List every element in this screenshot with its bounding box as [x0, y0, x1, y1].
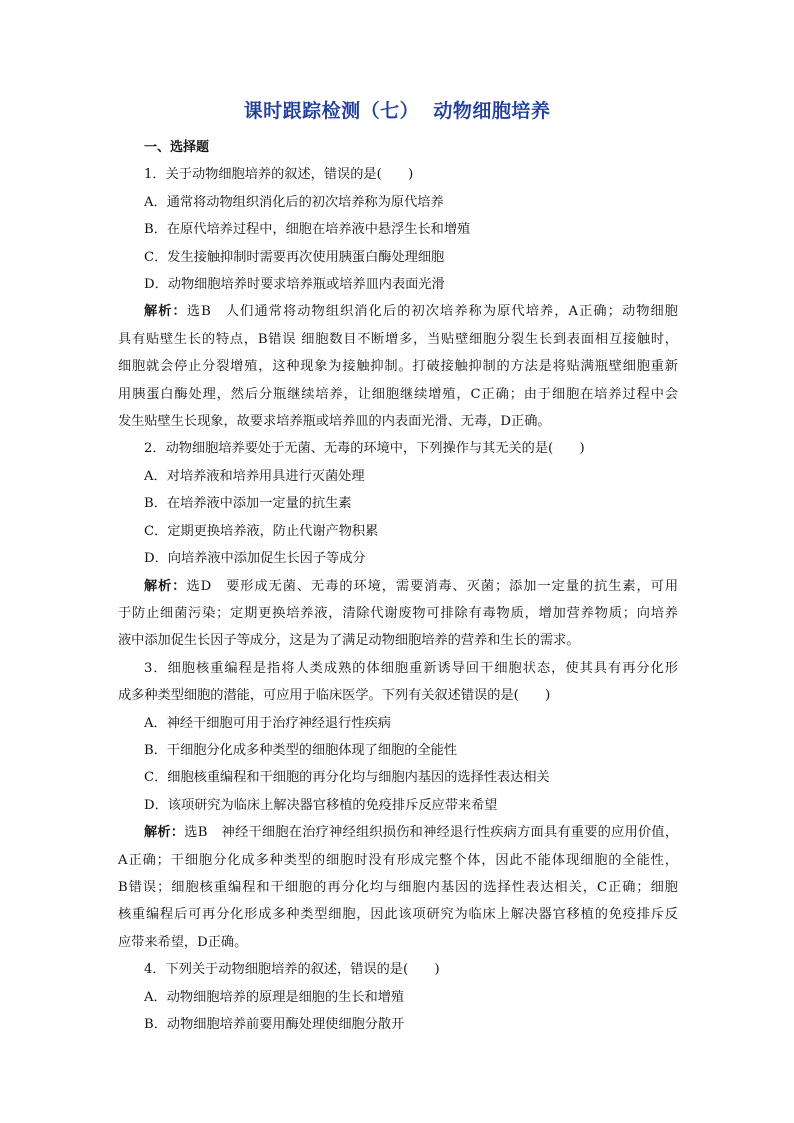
answer-line: 液中添加促生长因子等成分，这是为了满足动物细胞培养的营养和生长的需求。: [118, 633, 580, 649]
question-1: [118, 161, 678, 435]
question-stem-continued: 成多种类型细胞的潜能，可应用于临床医学。下列有关叙述错误的是( ): [118, 688, 551, 704]
answer-choice: 选B: [186, 304, 211, 320]
answer-choice: 选B: [184, 825, 208, 841]
answer-choice: 选D: [186, 578, 212, 594]
option-c: C．发生接触抑制时需要再次使用胰蛋白酶处理细胞: [144, 249, 445, 265]
answer-line: 核重编程后可再分化形成多种类型细胞，因此该项研究为临床上解决器官移植的免疫排斥反: [118, 907, 678, 923]
answer-line: 应带来希望，D正确。: [118, 934, 248, 950]
option-b: B．动物细胞培养前要用酶处理使细胞分散开: [144, 1017, 405, 1032]
answer-line: 发生贴壁生长现象，故要求培养瓶或培养皿的内表面光滑、无毒，D正确。: [118, 414, 551, 430]
question-stem: 3．细胞核重编程是指将人类成熟的体细胞重新诱导回干细胞状态，使其具有再分化形: [144, 660, 678, 676]
option-c: C．定期更换培养液，防止代谢产物积累: [144, 523, 379, 539]
answer-line: 细胞就会停止分裂增殖，这种现象为接触抑制。打破接触抑制的方法是将贴满瓶壁细胞重新: [118, 359, 678, 375]
answer-text: 要形成无菌、无毒的环境，需要消毒、灭菌；添加一定量的抗生素，可用: [225, 578, 679, 594]
option-a: A．神经干细胞可用于治疗神经退行性疾病: [144, 715, 391, 731]
answer-line: 用胰蛋白酶处理，然后分瓶继续培养，让细胞继续增殖，C正确；由于细胞在培养过程中会: [118, 386, 678, 402]
question-stem: 4．下列关于动物细胞培养的叙述，错误的是( ): [144, 962, 440, 978]
answer-line: [118, 573, 678, 600]
option-d: D．该项研究为临床上解决器官移植的免疫排斥反应带来希望: [144, 797, 498, 813]
answer-line: [118, 819, 678, 846]
question-2: [118, 435, 678, 654]
answer-label: 解析：: [144, 578, 187, 594]
option-c: C．细胞核重编程和干细胞的再分化均与细胞内基因的选择性表达相关: [144, 770, 550, 786]
answer-label: 解析：: [144, 825, 185, 841]
document-body: [118, 134, 678, 1038]
option-a: A．对培养液和培养用具进行灭菌处理: [144, 468, 365, 484]
question-4: [118, 956, 678, 1038]
answer-line: B错误；细胞核重编程和干细胞的再分化均与细胞内基因的选择性表达相关，C正确；细胞: [118, 879, 678, 895]
option-b: B．在原代培养过程中，细胞在培养液中悬浮生长和增殖: [144, 222, 471, 238]
option-d: D．动物细胞培养时要求培养瓶或培养皿内表面光滑: [144, 277, 445, 293]
option-d: D．向培养液中添加促生长因子等成分: [144, 551, 366, 567]
option-b: B．在培养液中添加一定量的抗生素: [144, 496, 352, 512]
answer-line: A正确；干细胞分化成多种类型的细胞时没有形成完整个体，因此不能体现细胞的全能性，: [118, 852, 678, 868]
answer-text: 神经干细胞在治疗神经组织损伤和神经退行性疾病方面具有重要的应用价值，: [221, 825, 679, 841]
question-3: [118, 655, 678, 956]
option-b: B．干细胞分化成多种类型的细胞体现了细胞的全能性: [144, 742, 458, 758]
page-title: 课时跟踪检测（七） 动物细胞培养: [243, 100, 551, 122]
question-stem: 2．动物细胞培养要处于无菌、无毒的环境中，下列操作与其无关的是( ): [144, 441, 585, 457]
answer-line: [118, 298, 678, 325]
option-a: A．动物细胞培养的原理是细胞的生长和增殖: [144, 989, 405, 1005]
answer-line: 具有贴壁生长的特点，B错误 细胞数目不断增多，当贴壁细胞分裂生长到表面相互接触时，: [118, 331, 678, 347]
question-stem: 1．关于动物细胞培养的叙述，错误的是( ): [144, 167, 414, 183]
answer-line: 于防止细菌污染；定期更换培养液，清除代谢废物可排除有毒物质，增加营养物质；向培养: [118, 605, 678, 621]
answer-label: 解析：: [144, 304, 187, 320]
answer-text: 人们通常将动物组织消化后的初次培养称为原代培养，A正确；动物细胞: [224, 304, 678, 320]
section-heading: 一、选择题: [144, 140, 210, 155]
option-a: A．通常将动物组织消化后的初次培养称为原代培养: [144, 194, 444, 210]
